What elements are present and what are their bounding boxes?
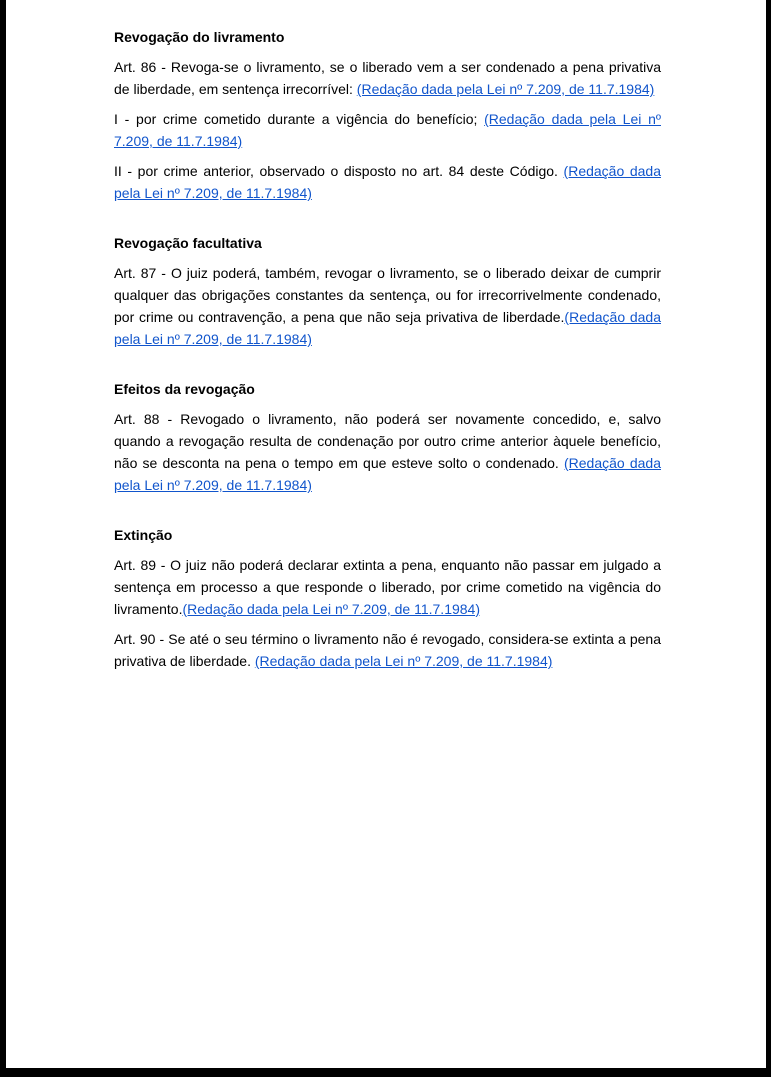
paragraph [114,56,661,100]
law-amendment-link[interactable]: (Redação dada pela Lei nº 7.209, de 11.7.1984) [114,111,661,149]
right-edge-bar [766,0,771,1077]
paragraph-text: Art. 90 - Se até o seu término o livramento não é revogado, considera-se extinta a pena privativa de liberdade. [114,631,661,669]
document-section [114,524,661,672]
document-section [114,378,661,496]
left-edge-bar [0,0,6,1077]
paragraph [114,262,661,350]
paragraph [114,160,661,204]
paragraph [114,628,661,672]
bottom-edge-bar [0,1068,771,1077]
document-content [114,26,661,680]
paragraph-text: Art. 86 - Revoga-se o livramento, se o liberado vem a ser condenado a pena privativa de liberdade, em sentença irrecorrível: [114,59,661,97]
paragraph-text: Art. 87 - O juiz poderá, também, revogar o livramento, se o liberado deixar de cumprir qualquer das obrigações constantes da sentença, ou for irrecorrivelmente condenado, por crime ou contravenção, a pena que não seja privativa de liberdade. [114,265,661,325]
law-amendment-link[interactable]: (Redação dada pela Lei nº 7.209, de 11.7.1984) [254,653,553,669]
paragraph-text: Art. 88 - Revogado o livramento, não poderá ser novamente concedido, e, salvo quando a revogação resulta de condenação por outro crime anterior àquele benefício, não se desconta na pena o tempo em que esteve solto o condenado. [114,411,661,471]
section-heading: Efeitos da revogação [114,381,255,397]
document-section [114,26,661,204]
paragraph [114,554,661,620]
paragraph-text: I - por crime cometido durante a vigência do benefício; [114,111,485,127]
section-heading: Revogação do livramento [114,29,285,45]
law-amendment-link[interactable]: (Redação dada pela Lei nº 7.209, de 11.7.1984) [114,309,661,347]
document-section [114,232,661,350]
law-amendment-link[interactable]: (Redação dada pela Lei nº 7.209, de 11.7.1984) [114,455,661,493]
paragraph-text: Art. 89 - O juiz não poderá declarar extinta a pena, enquanto não passar em julgado a sentença em processo a que responde o liberado, por crime cometido na vigência do livramento. [114,557,661,617]
paragraph-text: II - por crime anterior, observado o disposto no art. 84 deste Código. [114,163,564,179]
section-heading: Revogação facultativa [114,235,262,251]
law-amendment-link[interactable]: (Redação dada pela Lei nº 7.209, de 11.7.1984) [114,163,661,201]
law-amendment-link[interactable]: (Redação dada pela Lei nº 7.209, de 11.7.1984) [182,601,480,617]
section-heading: Extinção [114,527,173,543]
paragraph [114,108,661,152]
paragraph [114,408,661,496]
law-amendment-link[interactable]: (Redação dada pela Lei nº 7.209, de 11.7.1984) [356,81,655,97]
